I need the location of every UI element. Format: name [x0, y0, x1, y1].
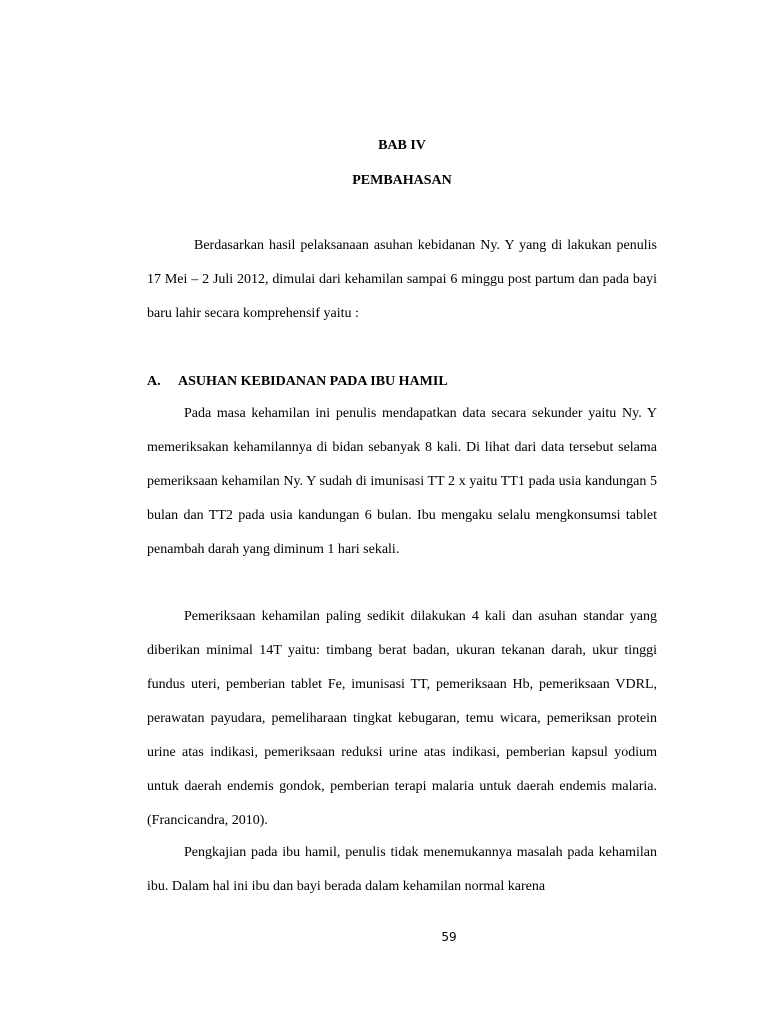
body-paragraph: Pengkajian pada ibu hamil, penulis tidak menemukannya masalah pada kehamilan ibu. Dalam hal ini ibu dan bayi berada dalam kehamilan normal karena — [147, 845, 657, 894]
section-letter: A. — [147, 374, 161, 389]
chapter-number: BAB IV — [378, 138, 426, 153]
section-heading — [147, 372, 448, 392]
section-title: ASUHAN KEBIDANAN PADA IBU HAMIL — [178, 374, 448, 389]
chapter-title: PEMBAHASAN — [352, 173, 452, 188]
body-paragraph: Pada masa kehamilan ini penulis mendapatkan data secara sekunder yaitu Ny. Y memeriksakan kehamilannya di bidan sebanyak 8 kali. Di lihat dari data tersebut selama pemeriksaan kehamilan Ny. Y sudah di imunisasi TT 2 x yaitu TT1 pada usia kandungan 5 bulan dan TT2 pada usia kandungan 6 bulan. Ibu mengaku selalu mengkonsumsi tablet penambah darah yang diminum 1 hari sekali. — [147, 406, 657, 557]
intro-paragraph: Berdasarkan hasil pelaksanaan asuhan kebidanan Ny. Y yang di lakukan penulis 17 Mei – 2 Juli 2012, dimulai dari kehamilan sampai 6 minggu post partum dan pada bayi baru lahir secara komprehensif yaitu : — [147, 238, 657, 321]
body-paragraph: Pemeriksaan kehamilan paling sedikit dilakukan 4 kali dan asuhan standar yang diberikan minimal 14T yaitu: timbang berat badan, ukuran tekanan darah, ukur tinggi fundus uteri, pemberian tablet Fe, imunisasi TT, pemeriksaan Hb, pemeriksaan VDRL, perawatan payudara, pemeliharaan tingkat kebugaran, temu wicara, pemeriksan protein urine atas indikasi, pemeriksaan reduksi urine atas indikasi, pemberian kapsul yodium untuk daerah endemis gondok, pemberian terapi malaria untuk daerah endemis malaria. (Francicandra, 2010). — [147, 609, 657, 828]
page-number: 59 — [441, 930, 457, 944]
